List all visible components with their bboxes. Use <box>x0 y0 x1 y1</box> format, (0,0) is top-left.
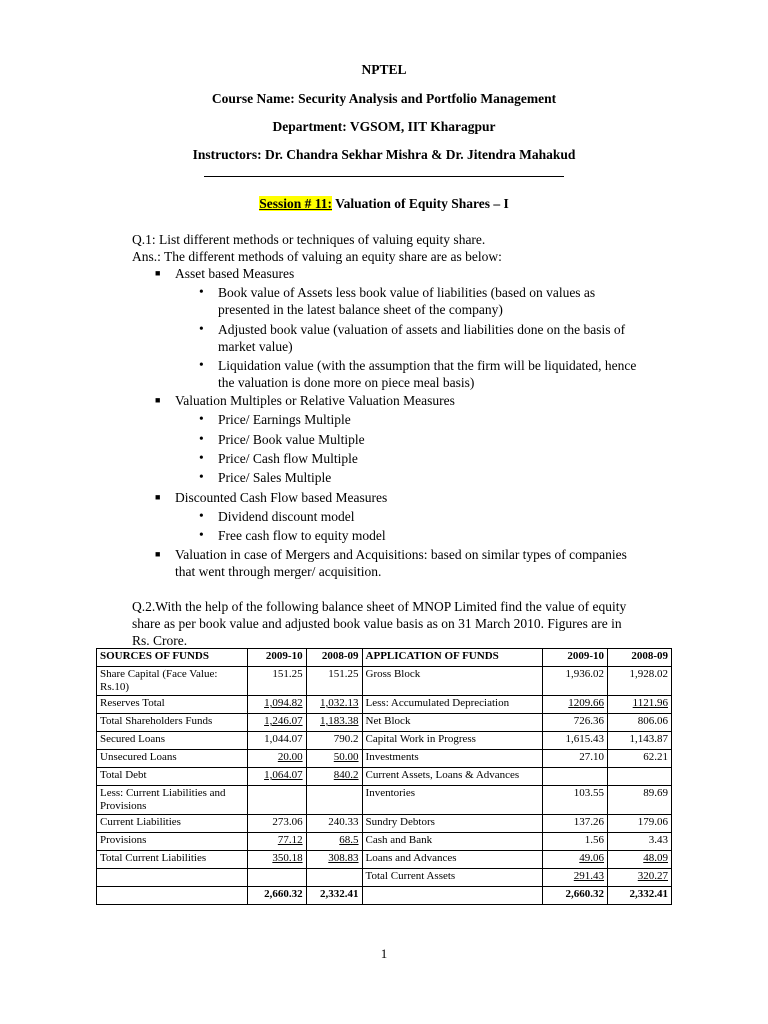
total-cell: 2,332.41 <box>306 887 362 905</box>
cell-value: 77.12 <box>277 834 303 846</box>
table-header-row <box>97 649 672 667</box>
cell-value: 320.27 <box>637 870 668 882</box>
table-total-row <box>97 887 672 905</box>
table-cell <box>247 851 306 869</box>
header-cell: APPLICATION OF FUNDS <box>362 649 543 667</box>
table-cell: 806.06 <box>608 714 672 732</box>
table-cell: 151.25 <box>247 667 306 696</box>
table-cell: Secured Loans <box>97 732 248 750</box>
table-cell: Less: Current Liabilities and Provisions <box>97 786 248 815</box>
table-cell: Loans and Advances <box>362 851 543 869</box>
table-cell: Unsecured Loans <box>97 750 248 768</box>
cell-value: 50.00 <box>333 751 359 763</box>
table-cell <box>608 768 672 786</box>
table-cell <box>247 869 306 887</box>
table-cell <box>97 869 248 887</box>
table-cell: Total Shareholders Funds <box>97 714 248 732</box>
table-cell: 3.43 <box>608 833 672 851</box>
dot-bullet-icon: • <box>199 431 204 446</box>
dot-bullet-icon: • <box>199 527 204 542</box>
item-pe-multiple: Price/ Earnings Multiple <box>218 412 351 427</box>
balance-sheet-table <box>96 648 672 905</box>
header-cell: 2008-09 <box>306 649 362 667</box>
table-row <box>97 714 672 732</box>
table-cell <box>306 869 362 887</box>
table-cell <box>247 833 306 851</box>
table-cell: Gross Block <box>362 667 543 696</box>
item-fcfe: Free cash flow to equity model <box>218 528 386 543</box>
table-cell: Share Capital (Face Value: Rs.10) <box>97 667 248 696</box>
table-cell: Cash and Bank <box>362 833 543 851</box>
table-cell <box>306 851 362 869</box>
square-bullet-icon: ■ <box>155 549 161 559</box>
group-valuation-multiples: Valuation Multiples or Relative Valuation Measures <box>175 393 455 408</box>
cell-value: 1,032.13 <box>320 697 359 709</box>
cell-value: 308.83 <box>328 852 359 864</box>
cell-value: 1,246.07 <box>264 715 303 727</box>
table-cell: Capital Work in Progress <box>362 732 543 750</box>
table-row <box>97 750 672 768</box>
table-cell: 89.69 <box>608 786 672 815</box>
table-cell <box>306 696 362 714</box>
table-cell: Inventories <box>362 786 543 815</box>
table-row <box>97 815 672 833</box>
table-row <box>97 833 672 851</box>
dot-bullet-icon: • <box>199 411 204 426</box>
table-cell <box>608 696 672 714</box>
item-pcf-multiple: Price/ Cash flow Multiple <box>218 451 358 466</box>
table-cell <box>97 887 248 905</box>
table-cell: 151.25 <box>306 667 362 696</box>
dot-bullet-icon: • <box>199 508 204 523</box>
cell-value: 840.2 <box>333 769 359 781</box>
table-cell <box>306 768 362 786</box>
dot-bullet-icon: • <box>199 469 204 484</box>
table-cell: Total Current Assets <box>362 869 543 887</box>
table-row <box>97 851 672 869</box>
table-cell: 62.21 <box>608 750 672 768</box>
table-cell <box>247 714 306 732</box>
table-cell <box>306 833 362 851</box>
q1-question: Q.1: List different methods or techniques of valuing equity share. <box>132 232 486 247</box>
square-bullet-icon: ■ <box>155 268 161 278</box>
dot-bullet-icon: • <box>199 321 204 336</box>
item-ddm: Dividend discount model <box>218 509 355 524</box>
table-row <box>97 732 672 750</box>
group-dcf: Discounted Cash Flow based Measures <box>175 490 388 505</box>
table-cell <box>247 768 306 786</box>
total-cell: 2,660.32 <box>543 887 608 905</box>
page-number: 1 <box>380 946 388 961</box>
department: Department: VGSOM, IIT Kharagpur <box>272 119 496 134</box>
table-cell: Current Liabilities <box>97 815 248 833</box>
q1-answer: Ans.: The different methods of valuing an equity share are as below: <box>132 249 502 264</box>
cell-value: 1121.96 <box>632 697 668 709</box>
table-cell <box>543 768 608 786</box>
table-cell: 1,615.43 <box>543 732 608 750</box>
table-cell <box>306 714 362 732</box>
session-title <box>0 196 768 212</box>
org-heading: NPTEL <box>361 62 407 77</box>
table-cell: Total Debt <box>97 768 248 786</box>
table-cell <box>608 869 672 887</box>
table-cell: 1,936.02 <box>543 667 608 696</box>
table-cell: 137.26 <box>543 815 608 833</box>
cell-value: 49.06 <box>579 852 605 864</box>
item-adjusted-book-value: Adjusted book value (valuation of assets and liabilities done on the basis of market value) <box>218 322 626 354</box>
cell-value: 1,094.82 <box>264 697 303 709</box>
table-cell <box>247 696 306 714</box>
cell-value: 20.00 <box>277 751 303 763</box>
table-cell: 273.06 <box>247 815 306 833</box>
table-cell: Total Current Liabilities <box>97 851 248 869</box>
table-cell: 726.36 <box>543 714 608 732</box>
header-divider <box>204 176 564 177</box>
table-cell: 1.56 <box>543 833 608 851</box>
header-cell: 2009-10 <box>543 649 608 667</box>
cell-value: 1,064.07 <box>264 769 303 781</box>
table-cell: Investments <box>362 750 543 768</box>
dot-bullet-icon: • <box>199 357 204 372</box>
square-bullet-icon: ■ <box>155 492 161 502</box>
table-cell: Net Block <box>362 714 543 732</box>
total-cell: 2,332.41 <box>608 887 672 905</box>
item-pb-multiple: Price/ Book value Multiple <box>218 432 365 447</box>
table-cell <box>247 750 306 768</box>
table-cell <box>306 786 362 815</box>
instructors: Instructors: Dr. Chandra Sekhar Mishra & Dr. Jitendra Mahakud <box>192 147 576 162</box>
table-cell <box>543 851 608 869</box>
dot-bullet-icon: • <box>199 450 204 465</box>
cell-value: 68.5 <box>339 834 359 846</box>
table-cell: Sundry Debtors <box>362 815 543 833</box>
table-row <box>97 869 672 887</box>
group-asset-based: Asset based Measures <box>175 266 295 281</box>
header-cell: 2009-10 <box>247 649 306 667</box>
table-cell: Reserves Total <box>97 696 248 714</box>
header-cell: SOURCES OF FUNDS <box>97 649 248 667</box>
table-cell: Less: Accumulated Depreciation <box>362 696 543 714</box>
course-name: Course Name: Security Analysis and Portfolio Management <box>211 91 557 106</box>
table-cell: 1,143.87 <box>608 732 672 750</box>
table-cell: Provisions <box>97 833 248 851</box>
total-cell: 2,660.32 <box>247 887 306 905</box>
square-bullet-icon: ■ <box>155 395 161 405</box>
session-number: Session # 11: <box>259 196 332 211</box>
table-cell <box>362 887 543 905</box>
item-ps-multiple: Price/ Sales Multiple <box>218 470 332 485</box>
cell-value: 1,183.38 <box>320 715 359 727</box>
table-cell: 790.2 <box>306 732 362 750</box>
session-topic: Valuation of Equity Shares – I <box>331 196 509 211</box>
table-row <box>97 768 672 786</box>
item-book-value: Book value of Assets less book value of liabilities (based on values as presented in the latest balance sheet of the company) <box>218 285 596 317</box>
table-cell: Current Assets, Loans & Advances <box>362 768 543 786</box>
table-cell <box>306 750 362 768</box>
cell-value: 291.43 <box>573 870 605 882</box>
table-cell <box>608 851 672 869</box>
group-mergers: Valuation in case of Mergers and Acquisitions: based on similar types of companies that went through merger/ acquisition. <box>175 547 627 579</box>
cell-value: 350.18 <box>272 852 303 864</box>
dot-bullet-icon: • <box>199 284 204 299</box>
table-cell <box>543 869 608 887</box>
table-cell: 240.33 <box>306 815 362 833</box>
header-cell: 2008-09 <box>608 649 672 667</box>
table-cell: 27.10 <box>543 750 608 768</box>
cell-value: 1209.66 <box>568 697 605 709</box>
table-cell: 1,044.07 <box>247 732 306 750</box>
table-row <box>97 667 672 696</box>
q2-text: Q.2.With the help of the following balance sheet of MNOP Limited find the value of equity share as per book value and adjusted book value basis as on 31 March 2010. Figures are in Rs. Crore. <box>132 599 627 648</box>
table-cell <box>543 696 608 714</box>
table-cell: 1,928.02 <box>608 667 672 696</box>
table-row <box>97 786 672 815</box>
table-cell: 179.06 <box>608 815 672 833</box>
table-cell <box>247 786 306 815</box>
table-cell: 103.55 <box>543 786 608 815</box>
table-row <box>97 696 672 714</box>
item-liquidation-value: Liquidation value (with the assumption that the firm will be liquidated, hence the valuation is done more on piece meal basis) <box>218 358 637 390</box>
cell-value: 48.09 <box>643 852 668 864</box>
